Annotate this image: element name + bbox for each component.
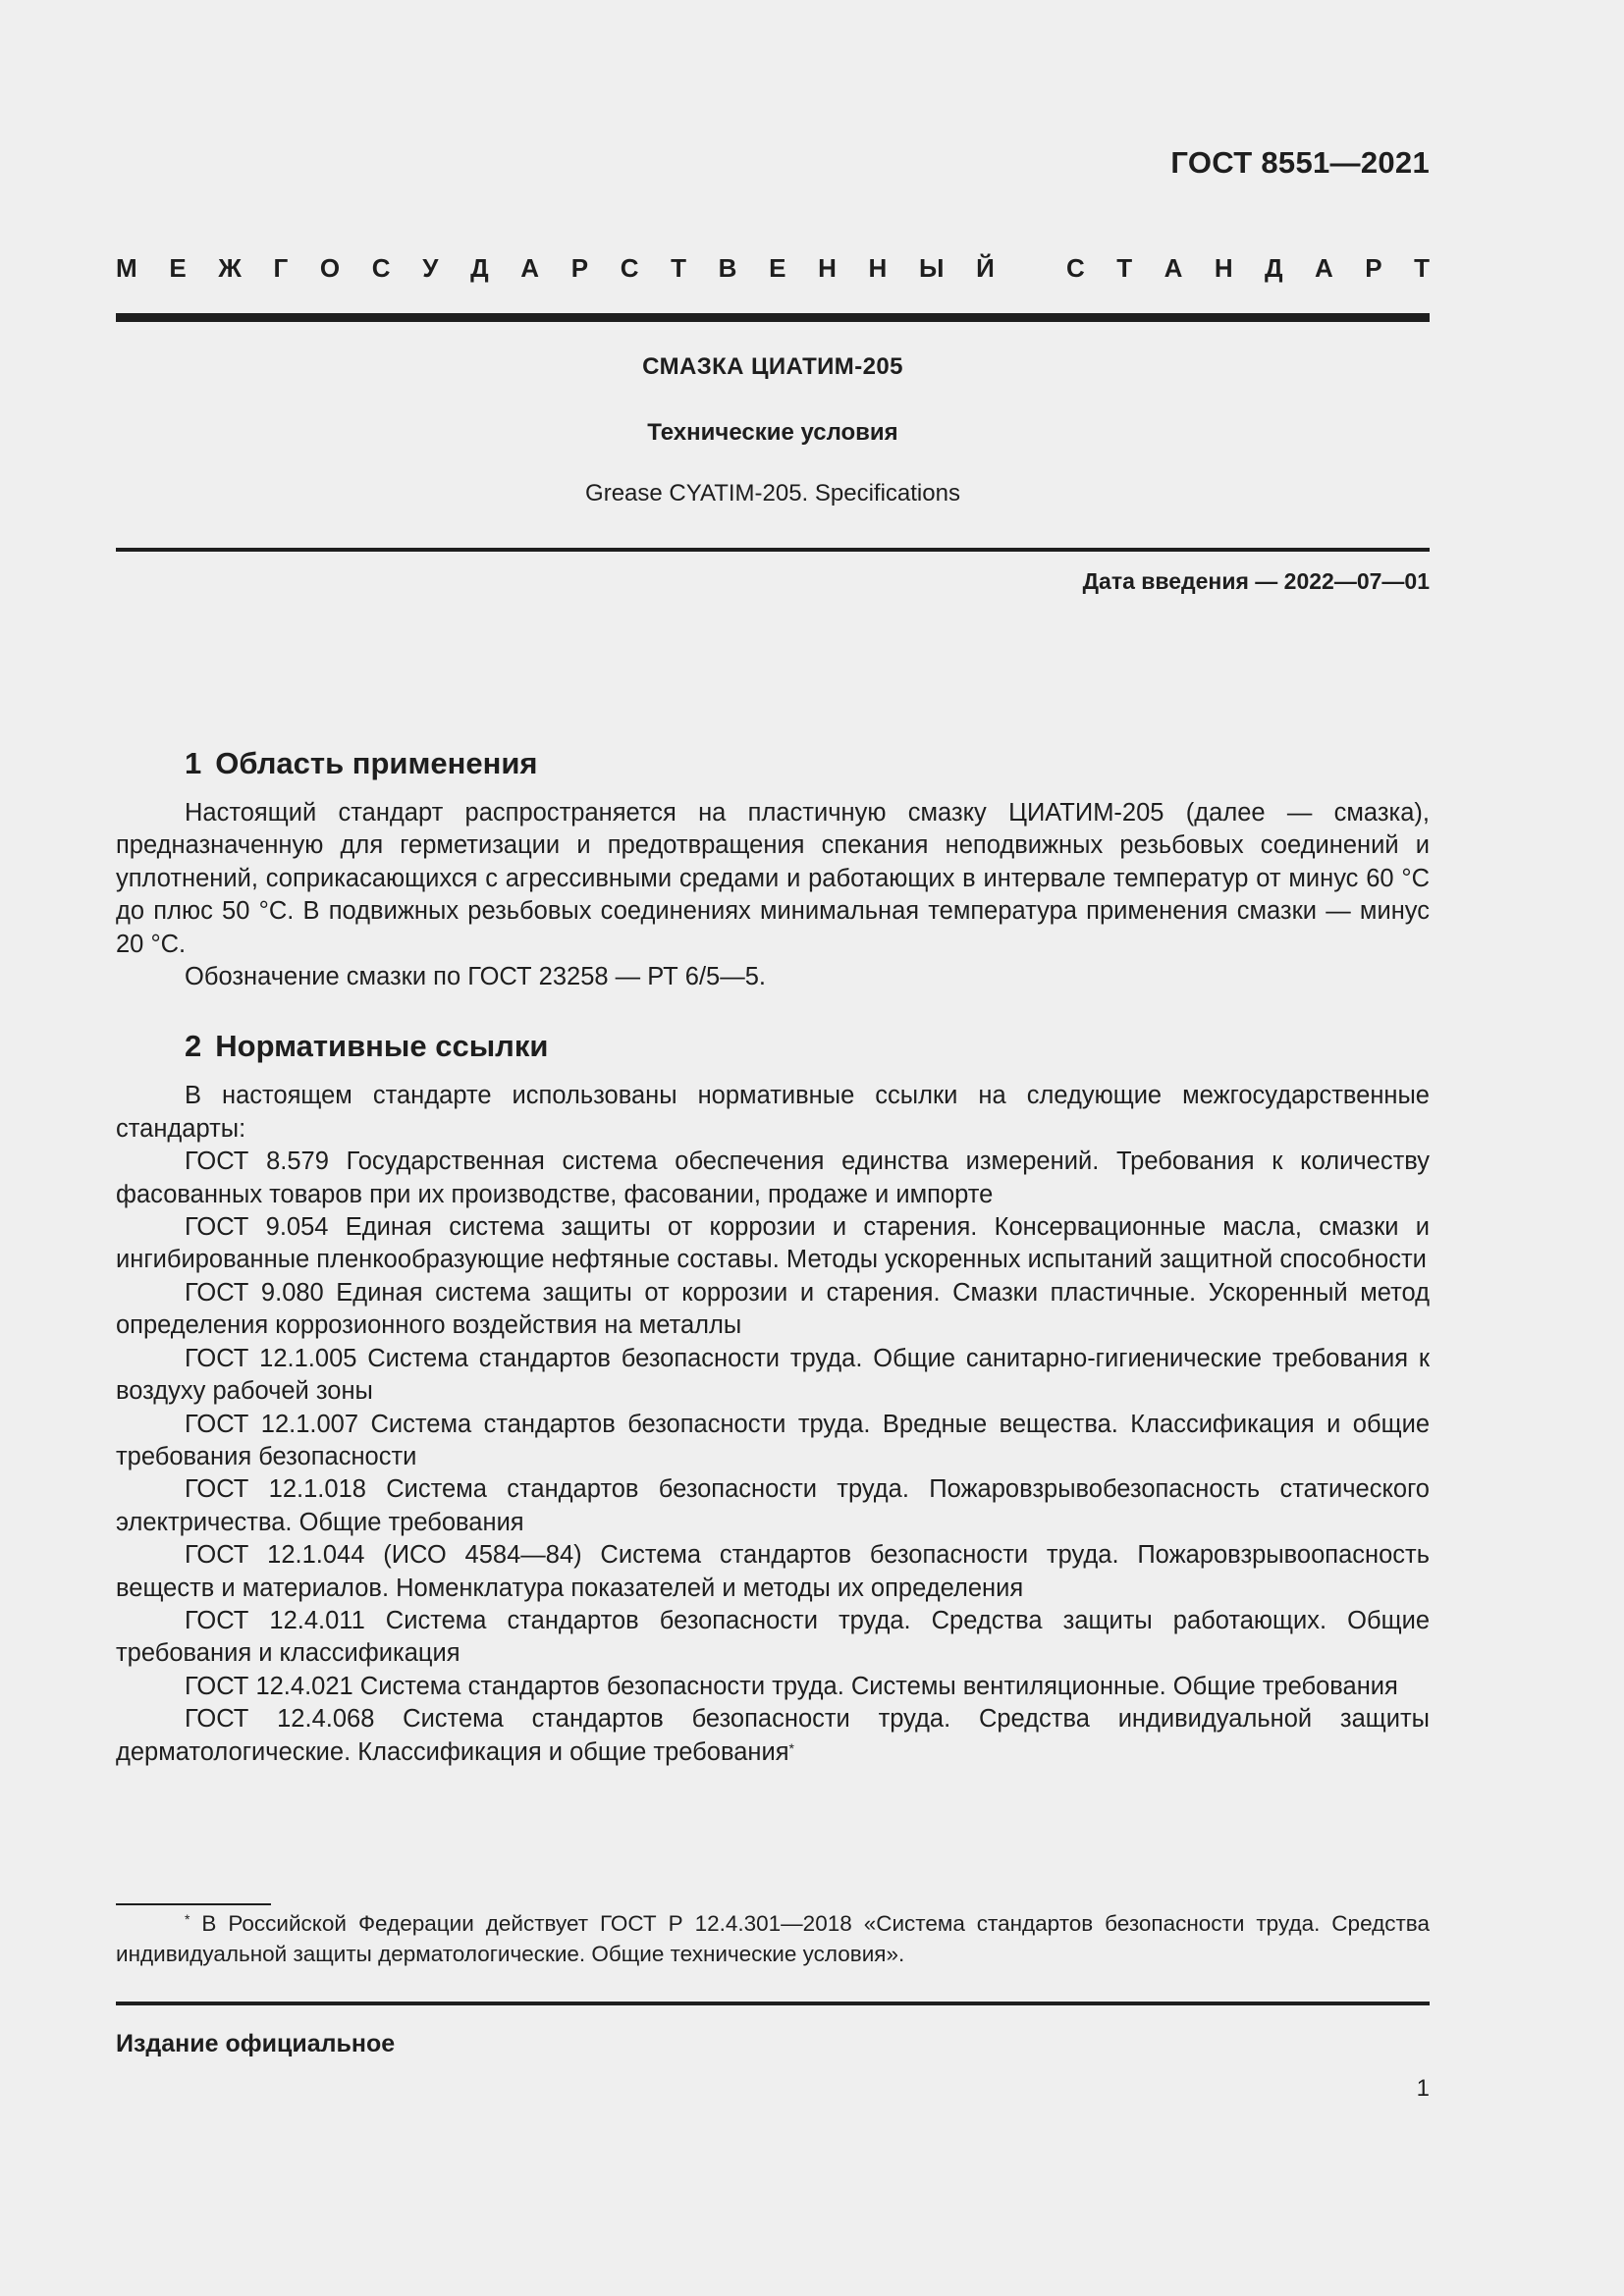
interstate-standard-banner — [116, 253, 1430, 284]
banner-letter: А — [1315, 253, 1333, 283]
banner-letter: Е — [769, 253, 786, 283]
banner-letter: Р — [570, 253, 589, 283]
banner-letter: Й — [976, 253, 995, 283]
banner-letter: Т — [671, 253, 687, 283]
banner-letter: С — [371, 253, 391, 283]
paragraph-text: ГОСТ 12.1.018 Система стандартов безопасности труда. Пожаровзрывобезопасность статического электричества. Общие требования — [116, 1475, 1430, 1536]
banner-letter: С — [620, 253, 639, 283]
paragraph-text: Настоящий стандарт распространяется на пластичную смазку ЦИАТИМ-205 (далее — смазка), предназначенную для герметизации и предотвращения спекания неподвижных резьбовых соединений и уплотнений, соприкасающихся с агрессивными средами и работающих в интервале температур от минус 60 °С до плюс 50 °С. В подвижных резьбовых соединениях минимальная температура применения смазки — минус 20 °С. — [116, 799, 1430, 958]
paragraph — [116, 1343, 1430, 1409]
paragraph — [116, 797, 1430, 961]
paragraph — [116, 1703, 1430, 1769]
banner-word-interstate — [116, 253, 995, 284]
paragraph-text: ГОСТ 9.080 Единая система защиты от коррозии и старения. Смазки пластичные. Ускоренный метод определения коррозионного воздействия на металлы — [116, 1278, 1430, 1340]
footnote-rule — [116, 1903, 271, 1905]
banner-letter: Н — [868, 253, 888, 283]
title-rule — [116, 548, 1430, 552]
banner-letter: Д — [470, 253, 489, 283]
banner-letter: Ж — [218, 253, 242, 283]
banner-letter: В — [718, 253, 737, 283]
document-subtitle: Технические условия — [647, 419, 898, 446]
section-heading — [116, 744, 1430, 783]
banner-letter: Н — [818, 253, 837, 283]
official-edition-label: Издание официальное — [116, 2030, 396, 2057]
footnote-text — [116, 1908, 1430, 1969]
banner-letter: Г — [273, 253, 289, 283]
banner-letter: А — [520, 253, 540, 283]
paragraph-text: ГОСТ 9.054 Единая система защиты от коррозии и старения. Консервационные масла, смазки и ингибированные пленкообразующие нефтяные составы. Методы ускоренных испытаний защитной способности — [116, 1213, 1430, 1274]
banner-letter: Т — [1414, 253, 1430, 283]
paragraph — [116, 1146, 1430, 1211]
section-title: Нормативные ссылки — [215, 1029, 549, 1064]
footnote-marker: * — [185, 1911, 190, 1927]
banner-letter: Р — [1365, 253, 1382, 283]
footnote-ref-marker: * — [788, 1739, 794, 1756]
paragraph-text: ГОСТ 12.1.044 (ИСО 4584—84) Система стандартов безопасности труда. Пожаровзрывоопасность веществ и материалов. Номенклатура показателей и методы их определения — [116, 1541, 1430, 1602]
header-rule — [116, 313, 1430, 322]
footnote — [116, 1908, 1430, 1969]
document-title: СМАЗКА ЦИАТИМ-205 — [642, 353, 903, 380]
paragraph — [116, 1080, 1430, 1146]
banner-letter: Е — [169, 253, 187, 283]
banner-letter: С — [1066, 253, 1085, 283]
document-body — [116, 744, 1430, 1769]
paragraph — [116, 1605, 1430, 1671]
paragraph-text: ГОСТ 12.1.007 Система стандартов безопасности труда. Вредные вещества. Классификация и общие требования безопасности — [116, 1410, 1430, 1470]
paragraph — [116, 1539, 1430, 1605]
banner-letter: О — [319, 253, 341, 283]
paragraph — [116, 1211, 1430, 1277]
paragraph-text: ГОСТ 12.4.068 Система стандартов безопасности труда. Средства индивидуальной защиты дерматологические. Классификация и общие требования — [116, 1705, 1430, 1766]
section-heading — [116, 1027, 1430, 1066]
paragraph — [116, 961, 1430, 993]
introduction-date: Дата введения — 2022—07—01 — [1082, 568, 1430, 594]
english-title: Grease CYATIM-205. Specifications — [585, 480, 960, 507]
paragraph-text: В настоящем стандарте использованы нормативные ссылки на следующие межгосударственные стандарты: — [116, 1082, 1430, 1143]
banner-letter: А — [1164, 253, 1183, 283]
paragraph — [116, 1473, 1430, 1539]
paragraph — [116, 1277, 1430, 1343]
footer-rule — [116, 2002, 1430, 2005]
document-code: ГОСТ 8551—2021 — [1170, 145, 1430, 180]
page-number: 1 — [1416, 2075, 1430, 2102]
paragraph — [116, 1671, 1430, 1703]
banner-word-standard — [1066, 253, 1430, 284]
paragraph-text: Обозначение смазки по ГОСТ 23258 — РТ 6/5—5. — [185, 963, 766, 991]
section-title: Область применения — [215, 746, 538, 780]
paragraph — [116, 1409, 1430, 1474]
banner-letter: Ы — [918, 253, 945, 283]
section-number: 2 — [185, 1029, 202, 1064]
banner-letter: У — [422, 253, 439, 283]
banner-letter: Т — [1116, 253, 1133, 283]
paragraph-text: ГОСТ 12.4.021 Система стандартов безопасности труда. Системы вентиляционные. Общие требования — [185, 1672, 1398, 1700]
footnote-body: В Российской Федерации действует ГОСТ Р 12.4.301—2018 «Система стандартов безопасности труда. Средства индивидуальной защиты дерматологические. Общие технические условия». — [116, 1911, 1430, 1966]
banner-letter: М — [116, 253, 137, 283]
section-number: 1 — [185, 746, 202, 780]
paragraph-text: ГОСТ 8.579 Государственная система обеспечения единства измерений. Требования к количеству фасованных товаров при их производстве, фасовании, продаже и импорте — [116, 1148, 1430, 1208]
banner-letter: Н — [1214, 253, 1233, 283]
paragraph-text: ГОСТ 12.1.005 Система стандартов безопасности труда. Общие санитарно-гигиенические требования к воздуху рабочей зоны — [116, 1344, 1430, 1406]
banner-letter: Д — [1265, 253, 1283, 283]
paragraph-text: ГОСТ 12.4.011 Система стандартов безопасности труда. Средства защиты работающих. Общие требования и классификация — [116, 1606, 1430, 1668]
section-gap — [116, 993, 1430, 1027]
